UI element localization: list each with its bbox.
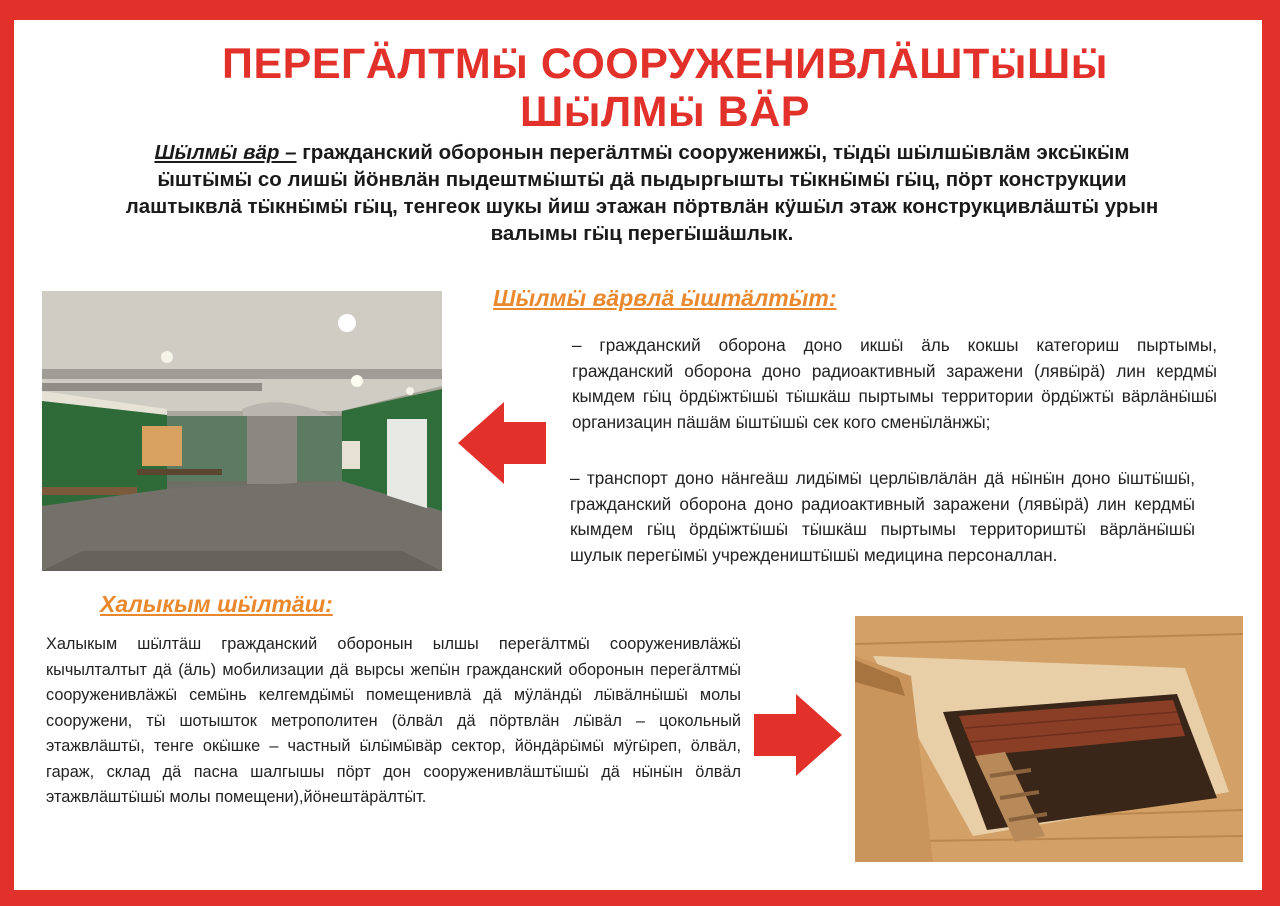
shelter-types-heading: Шӹлмӹ вӓрвлӓ ӹштӓлтӹт: — [493, 285, 837, 311]
shelter-types-item-1: – гражданский оборона доно икшӹ ӓль кокшы категориш пыртымы, гражданский оборона доно радиоактивный заражени (лявӹрӓ) лин кердмӹ кымдем гӹц ӧрдӹжтӹшӹ тӹшкӓш пыртымы территории ӧрдӹжтӹ вӓрлӓнӹшӹ организацин пӓшӓм ӹштӹшӹ сек кого сменӹлӓнжӹ; — [572, 335, 1217, 432]
poster-frame-top — [0, 0, 1280, 20]
poster-frame-left — [0, 0, 14, 906]
arrow-right-icon — [752, 694, 842, 776]
intro-text: гражданский оборонын перегӓлтмӹ сооруженижӹ, тӹдӹ шӹлшӹвлӓм эксӹкӹм ӹштӹмӹ со лишӹ йӧнвлӓн пыдештмӹштӹ дӓ пыдыргышты тӹкнӹмӹ гӹц, пӧрт конструкции лаштыквлӓ тӹкнӹмӹ гӹц, тенгеок шукы йиш этажан пӧртвлӓн кӱшӹл этаж конструкцивлӓштӹ урын валымы гӹц перегӹшӓшлык. — [125, 141, 1159, 245]
simple-shelter-text: Халыкым шӹлтӓш гражданский оборонын ылшы перегӓлтмӹ сооруженивлӓжӹ кычылталтыт дӓ (ӓль) мобилизации дӓ вырсы жепӹн гражданский оборонын перегӓлтмӹ сооруженивлӓжӹ семӹнь келгемдӹмӹ помещенивлӓ дӓ мӱлӓндӹ лӹвӓлнӹшӹ молы сооружени, тӹ шотышток метрополитен (ӧлвӓл дӓ пӧртвлӓн лӹвӓл – цокольный этажвлӓштӹ, тенге окӹшке – частный ӹлӹмӹвӓр сектор, йӧндӓрӹмӹ мӱгӹреп, ӧлвӓл, гараж, склад дӓ пасна шалгышы пӧрт дон сооруженивлӓштӹшӹ дӓ нӹнӹн ӧлвӓл этажвлӓштӹшӹ молы помещени),йӧнештӓрӓлтӹт. — [46, 635, 741, 806]
simple-shelter-heading: Халыкым шӹлтӓш: — [100, 591, 333, 617]
shelter-interior-photo — [42, 291, 442, 571]
poster-title — [140, 40, 1190, 136]
poster-title-line1: ПЕРЕГӒЛТМӹ СООРУЖЕНИВЛӒШТӹШӹ — [222, 40, 1108, 88]
arrow-left-icon — [458, 402, 548, 484]
shelter-types-item-2: – транспорт доно нӓнгеӓш лидӹмӹ церлӹвлӓлӓн дӓ нӹнӹн доно ӹштӹшӹ, гражданский оборона доно радиоактивный заражени (лявӹрӓ) лин кердмӹ кымдем гӹц ӧрдӹжтӹшӹ тӹшкӓш пыртымы территориштӹ вӓрлӓнӹшӹ шулык перегӹмӹ учреждеништӹшӹ медицина персоналлан. — [570, 468, 1195, 565]
intro-definition — [112, 139, 1172, 247]
intro-term: Шӹлмӹ вӓр – — [154, 141, 297, 164]
poster-title-line2: ШӹЛМӹ ВӒР — [520, 88, 810, 136]
poster-frame-bottom — [0, 890, 1280, 906]
poster-frame-right — [1262, 0, 1280, 906]
cellar-hatch-photo — [855, 616, 1243, 862]
